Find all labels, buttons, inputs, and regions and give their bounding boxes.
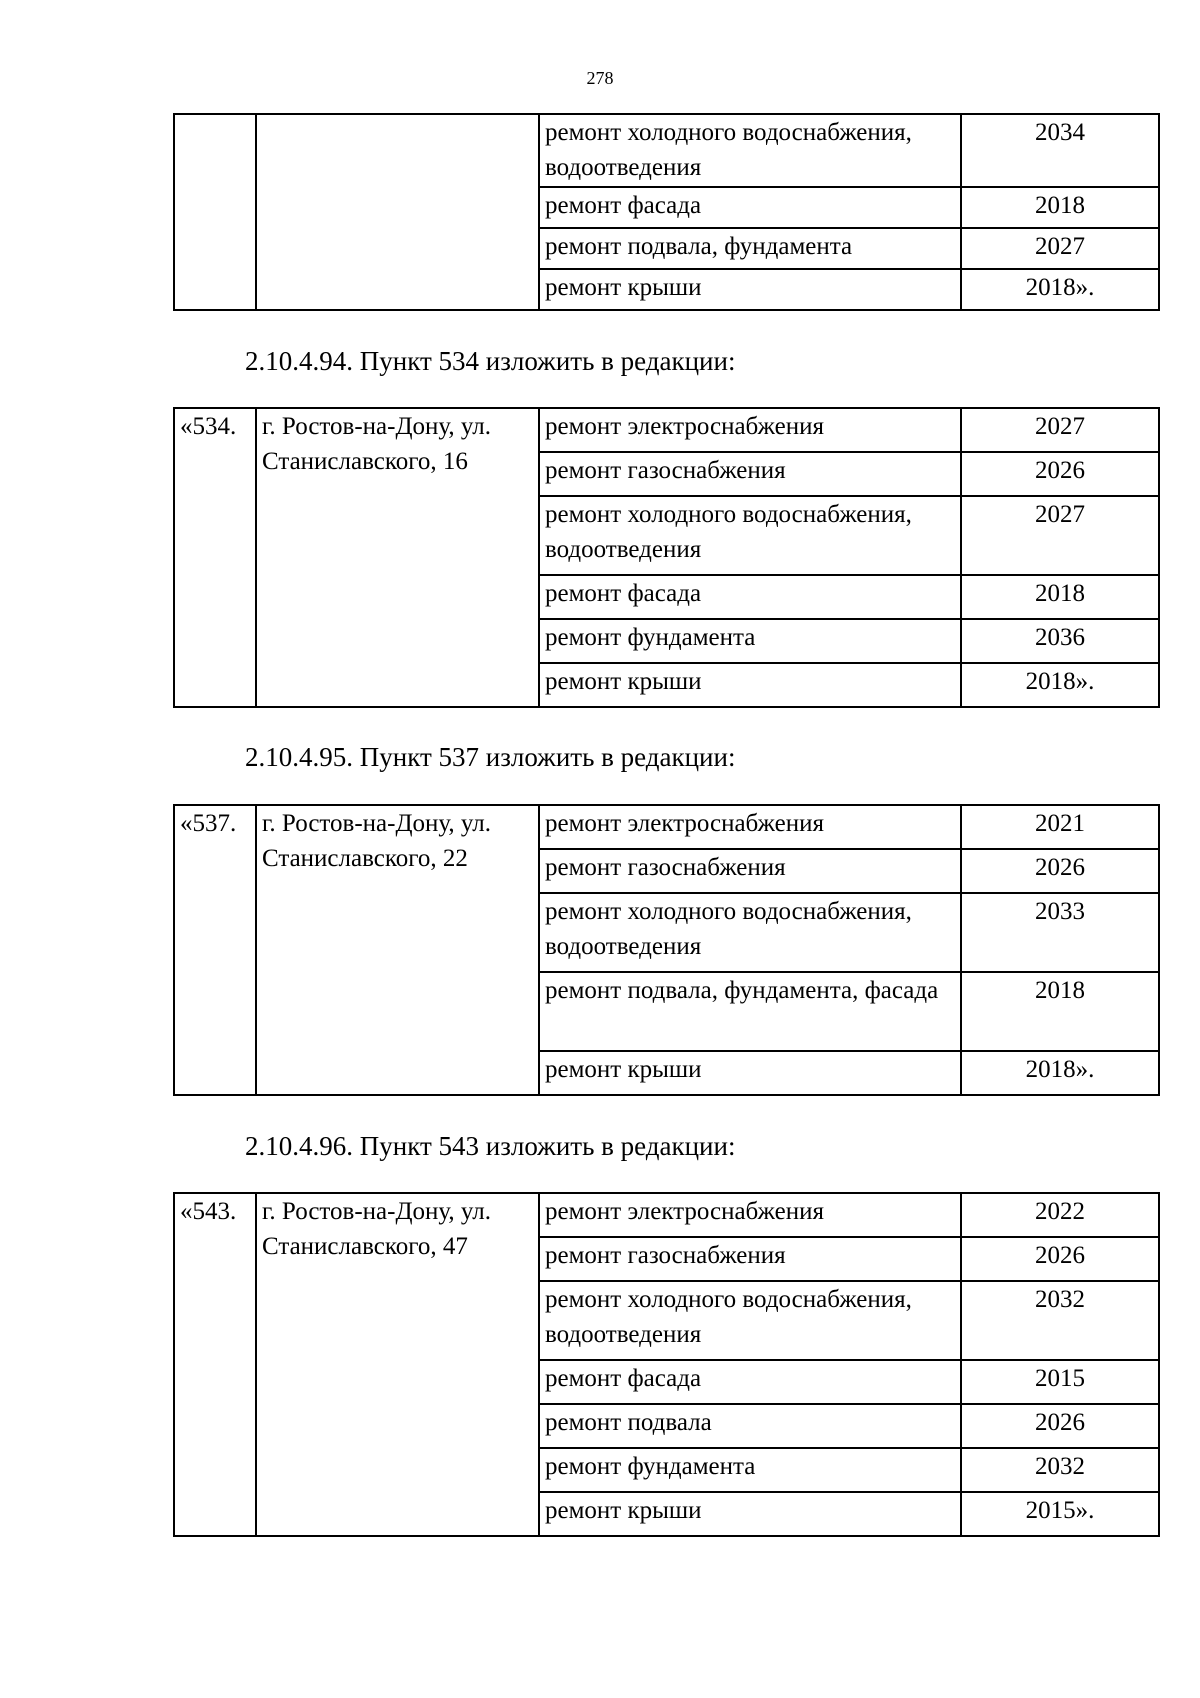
table-row — [174, 1193, 1159, 1237]
year-cell: 2032 — [961, 1448, 1159, 1492]
year-cell: 2018 — [961, 972, 1159, 1051]
year-cell: 2036 — [961, 619, 1159, 663]
work-type-cell: ремонт холодного водоснабжения, водоотведения — [539, 893, 961, 972]
year-cell: 2034 — [961, 114, 1159, 187]
work-type-cell: ремонт подвала, фундамента, фасада — [539, 972, 961, 1051]
item-number: «543. — [174, 1193, 256, 1536]
year-cell: 2033 — [961, 893, 1159, 972]
works-table-537 — [173, 804, 1160, 1096]
year-cell: 2022 — [961, 1193, 1159, 1237]
work-type-cell: ремонт подвала — [539, 1404, 961, 1448]
work-type-cell: ремонт крыши — [539, 663, 961, 707]
works-table-continued — [173, 113, 1160, 311]
year-cell: 2032 — [961, 1281, 1159, 1360]
year-cell: 2018 — [961, 187, 1159, 228]
work-type-cell: ремонт фундамента — [539, 1448, 961, 1492]
address-cell — [256, 114, 539, 310]
work-type-cell: ремонт газоснабжения — [539, 849, 961, 893]
works-table-534 — [173, 407, 1160, 708]
work-type-cell: ремонт электроснабжения — [539, 805, 961, 849]
year-cell: 2027 — [961, 228, 1159, 269]
work-type-cell: ремонт газоснабжения — [539, 452, 961, 496]
work-type-cell: ремонт газоснабжения — [539, 1237, 961, 1281]
year-cell: 2018». — [961, 663, 1159, 707]
work-type-cell: ремонт электроснабжения — [539, 1193, 961, 1237]
work-type-cell: ремонт фасада — [539, 187, 961, 228]
work-type-cell: ремонт фасада — [539, 575, 961, 619]
work-type-cell: ремонт электроснабжения — [539, 408, 961, 452]
work-type-cell: ремонт холодного водоснабжения, водоотведения — [539, 1281, 961, 1360]
year-cell: 2027 — [961, 496, 1159, 575]
work-type-cell: ремонт крыши — [539, 1051, 961, 1095]
work-type-cell: ремонт холодного водоснабжения, водоотведения — [539, 114, 961, 187]
item-number — [174, 114, 256, 310]
address-cell: г. Ростов-на-Дону, ул. Станиславского, 16 — [256, 408, 539, 707]
year-cell: 2026 — [961, 452, 1159, 496]
year-cell: 2026 — [961, 1404, 1159, 1448]
work-type-cell: ремонт подвала, фундамента — [539, 228, 961, 269]
work-type-cell: ремонт крыши — [539, 269, 961, 310]
work-type-cell: ремонт холодного водоснабжения, водоотведения — [539, 496, 961, 575]
item-number: «537. — [174, 805, 256, 1095]
table-row — [174, 805, 1159, 849]
address-cell: г. Ростов-на-Дону, ул. Станиславского, 22 — [256, 805, 539, 1095]
year-cell: 2026 — [961, 849, 1159, 893]
year-cell: 2018». — [961, 1051, 1159, 1095]
work-type-cell: ремонт фасада — [539, 1360, 961, 1404]
year-cell: 2027 — [961, 408, 1159, 452]
work-type-cell: ремонт фундамента — [539, 619, 961, 663]
section-heading: 2.10.4.96. Пункт 543 изложить в редакции: — [245, 1131, 736, 1161]
works-table-543 — [173, 1192, 1160, 1537]
table-row — [174, 408, 1159, 452]
table-row — [174, 114, 1159, 187]
year-cell: 2026 — [961, 1237, 1159, 1281]
year-cell: 2018 — [961, 575, 1159, 619]
page-number: 278 — [586, 68, 614, 88]
section-heading: 2.10.4.95. Пункт 537 изложить в редакции: — [245, 742, 736, 772]
year-cell: 2015 — [961, 1360, 1159, 1404]
work-type-cell: ремонт крыши — [539, 1492, 961, 1536]
year-cell: 2021 — [961, 805, 1159, 849]
address-cell: г. Ростов-на-Дону, ул. Станиславского, 47 — [256, 1193, 539, 1536]
year-cell: 2018». — [961, 269, 1159, 310]
section-heading: 2.10.4.94. Пункт 534 изложить в редакции: — [245, 346, 736, 376]
item-number: «534. — [174, 408, 256, 707]
year-cell: 2015». — [961, 1492, 1159, 1536]
